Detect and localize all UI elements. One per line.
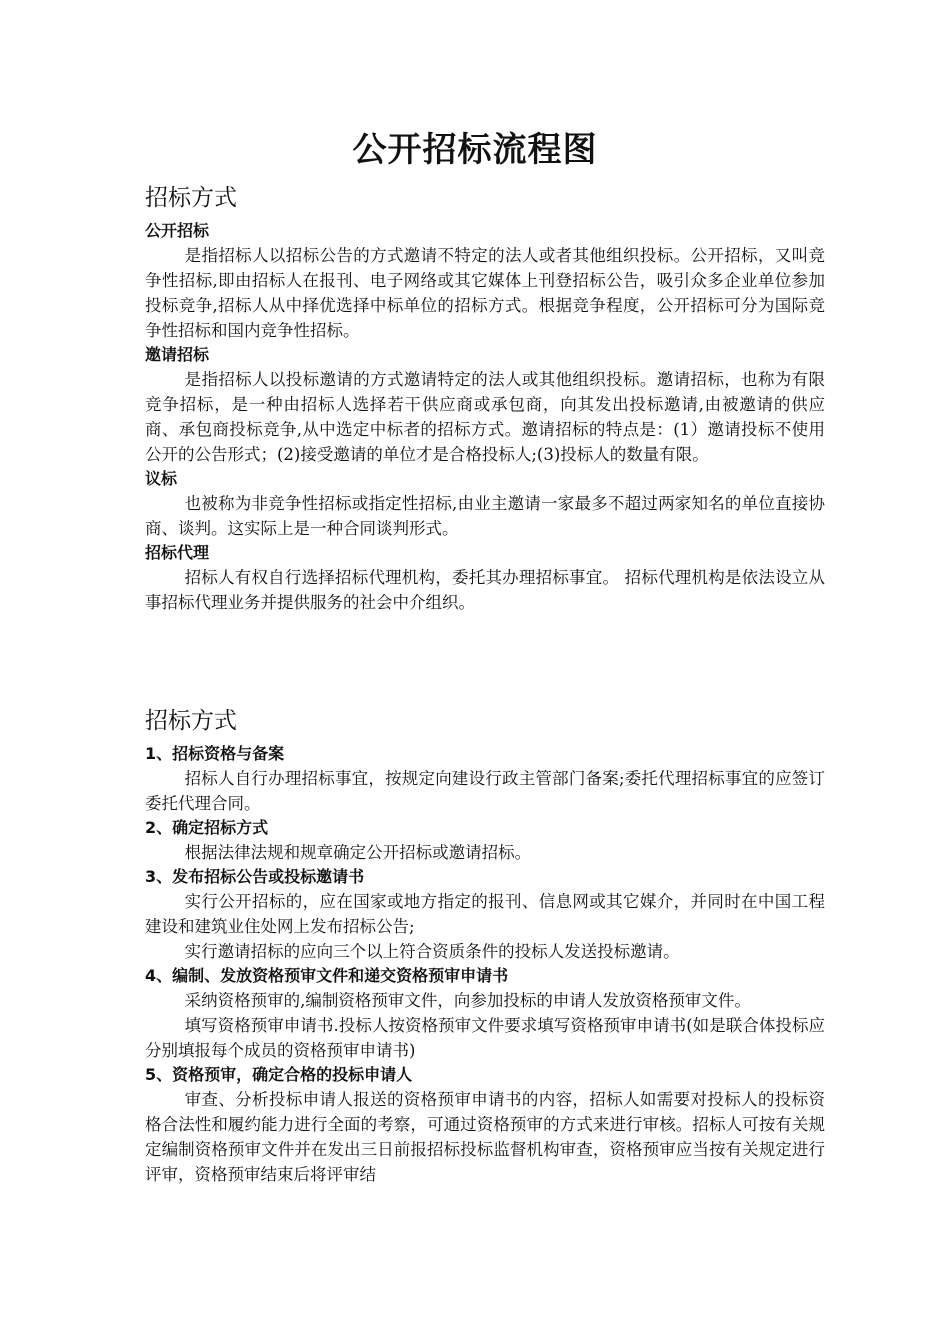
sub-heading: 招标代理 bbox=[145, 543, 210, 562]
sub-heading: 公开招标 bbox=[145, 221, 210, 240]
sub-heading: 1、招标资格与备案 bbox=[145, 744, 285, 763]
section-heading: 招标方式 bbox=[145, 708, 237, 734]
sub-heading: 邀请招标 bbox=[145, 345, 210, 364]
sub-heading: 4、编制、发放资格预审文件和递交资格预审申请书 bbox=[145, 966, 509, 985]
paragraph: 审查、分析投标申请人报送的资格预审申请书的内容，招标人如需要对投标人的投标资格合法性和履约能力进行全面的考察，可通过资格预审的方式来进行审核。招标人可按有关规定编制资格预审文件并在发出三日前报招标投标监督机构审查，资格预审应当按有关规定进行评审，资格预审结束后将评审结 bbox=[145, 1090, 825, 1184]
section-bidding-methods bbox=[145, 183, 825, 615]
step-prequalification-documents bbox=[145, 964, 825, 1063]
item-open-bidding bbox=[145, 219, 825, 343]
step-prequalification-review bbox=[145, 1063, 825, 1187]
section-heading: 招标方式 bbox=[145, 185, 237, 211]
sub-heading: 3、发布招标公告或投标邀请书 bbox=[145, 867, 365, 886]
paragraph: 实行邀请招标的应向三个以上符合资质条件的投标人发送投标邀请。 bbox=[184, 942, 680, 961]
item-negotiated-bidding bbox=[145, 467, 825, 541]
paragraph: 填写资格预审申请书.投标人按资格预审文件要求填写资格预审申请书(如是联合体投标应分别填报每个成员的资格预审申请书) bbox=[145, 1016, 825, 1060]
paragraph: 是指招标人以招标公告的方式邀请不特定的法人或者其他组织投标。公开招标，又叫竞争性招标,即由招标人在报刊、电子网络或其它媒体上刊登招标公告，吸引众多企业单位参加投标竞争,招标人从中择优选择中标单位的招标方式。根据竞争程度，公开招标可分为国际竞争性招标和国内竞争性招标。 bbox=[145, 246, 825, 340]
paragraph: 根据法律法规和规章确定公开招标或邀请招标。 bbox=[184, 843, 532, 862]
paragraph: 也被称为非竞争性招标或指定性招标,由业主邀请一家最多不超过两家知名的单位直接协商、谈判。这实际上是一种合同谈判形式。 bbox=[145, 494, 825, 538]
page-title: 公开招标流程图 bbox=[352, 130, 598, 170]
paragraph: 采纳资格预审的,编制资格预审文件，向参加投标的申请人发放资格预审文件。 bbox=[184, 991, 751, 1010]
step-determine-method bbox=[145, 816, 825, 865]
sub-heading: 2、确定招标方式 bbox=[145, 818, 269, 837]
paragraph: 是指招标人以投标邀请的方式邀请特定的法人或其他组织投标。邀请招标，也称为有限竞争招标，是一种由招标人选择若干供应商或承包商，向其发出投标邀请,由被邀请的供应商、承包商投标竞争,从中选定中标者的招标方式。邀请招标的特点是：(1）邀请投标不使用公开的公告形式；(2)接受邀请的单位才是合格投标人;(3)投标人的数量有限。 bbox=[145, 370, 825, 464]
sub-heading: 5、资格预审，确定合格的投标申请人 bbox=[145, 1065, 413, 1084]
item-invited-bidding bbox=[145, 343, 825, 467]
item-bidding-agent bbox=[145, 541, 825, 615]
sub-heading: 议标 bbox=[145, 469, 178, 488]
paragraph: 招标人自行办理招标事宜，按规定向建设行政主管部门备案;委托代理招标事宜的应签订委托代理合同。 bbox=[145, 769, 825, 813]
step-qualification-filing bbox=[145, 742, 825, 816]
section-bidding-process bbox=[145, 706, 825, 1187]
paragraph: 招标人有权自行选择招标代理机构，委托其办理招标事宜。 招标代理机构是依法设立从事招标代理业务并提供服务的社会中介组织。 bbox=[145, 568, 825, 612]
paragraph: 实行公开招标的，应在国家或地方指定的报刊、信息网或其它媒介，并同时在中国工程建设和建筑业住处网上发布招标公告; bbox=[145, 892, 825, 936]
step-publish-notice bbox=[145, 865, 825, 964]
